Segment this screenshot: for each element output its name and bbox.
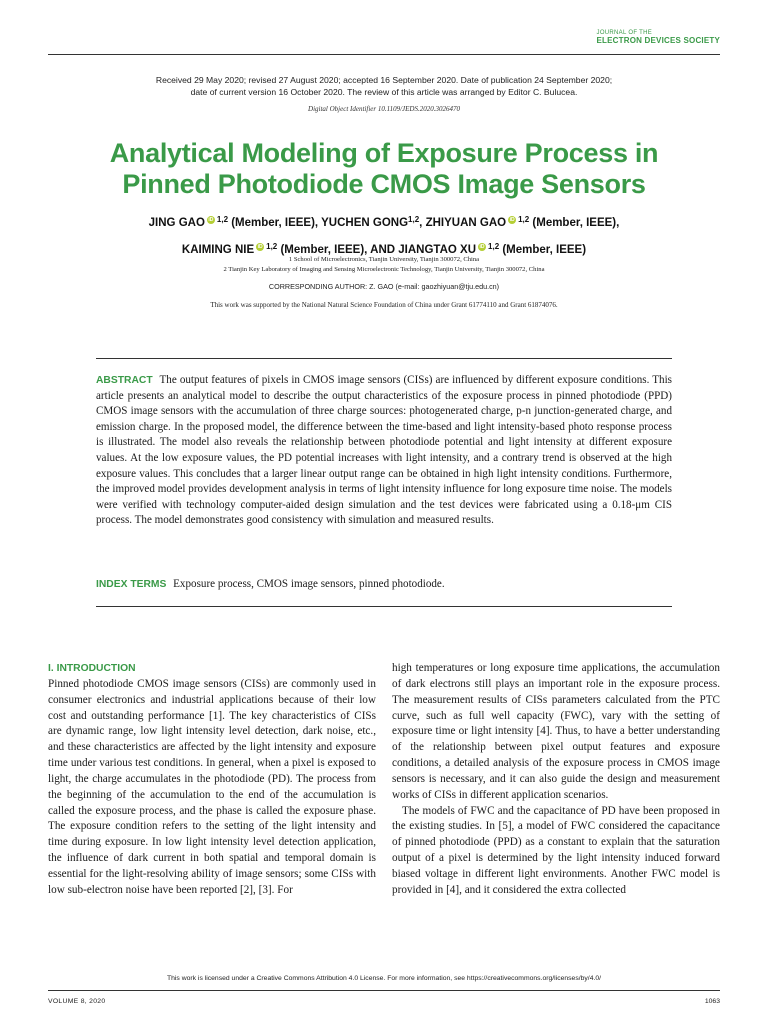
orcid-icon[interactable]: iD <box>208 217 214 223</box>
author-affil-sup: 1,2 <box>518 215 530 224</box>
abstract-bottom-rule <box>96 606 672 607</box>
left-column <box>48 661 376 899</box>
abstract-top-rule <box>96 358 672 359</box>
license-note: This work is licensed under a Creative Commons Attribution 4.0 License. For more information, see https://creativecommons.org/licenses/by/4.0/ <box>166 975 602 982</box>
doi: Digital Object Identifier 10.1109/JEDS.2020.3026470 <box>308 105 460 113</box>
author-role: (Member, IEEE) <box>502 244 587 256</box>
footer-rule <box>48 990 720 991</box>
authors-line1 <box>40 208 728 235</box>
right-column <box>392 661 720 899</box>
volume-label: VOLUME 8, 2020 <box>48 998 106 1005</box>
received-line1: Received 29 May 2020; revised 27 August 2020; accepted 16 September 2020. Date of publication 24 September 2020; <box>155 75 613 85</box>
index-terms-text: Exposure process, CMOS image sensors, pinned photodiode. <box>173 578 445 590</box>
journal-line2: ELECTRON DEVICES SOCIETY <box>596 36 720 45</box>
intro-paragraph-2: high temperatures or long exposure time applications, the accumulation of dark electrons still plays an important role in the exposure process. The measurement results of CISs parameters calculated from the PTC curve, such as full well capacity (FWC), vary with the setting of exposure time or light intensity [4]. Thus, to have a better understanding of the relationship between pixel output features and exposure conditions, a detailed analysis of the exposure process in CMOS image sensors is necessary, and it can also guide the design and measurement works of CISs in different application scenarios. <box>392 662 720 801</box>
affiliation-1: 1 School of Microelectronics, Tianjin University, Tianjin 300072, China <box>288 256 480 263</box>
page-number: 1063 <box>704 998 720 1005</box>
funding-note: This work was supported by the National Natural Science Foundation of China under Grant 61774110 and Grant 61874076. <box>210 301 558 309</box>
title-line2: Pinned Photodiode CMOS Image Sensors <box>122 169 646 199</box>
received-info <box>60 74 708 98</box>
received-line2: date of current version 16 October 2020. The review of this article was arranged by Editor C. Bulucea. <box>190 87 578 97</box>
journal-brand <box>597 30 720 45</box>
author-name: YUCHEN GONG <box>321 217 409 229</box>
author-name: JING GAO <box>148 217 205 229</box>
author-list <box>40 208 728 262</box>
author-name: KAIMING NIE <box>181 244 255 256</box>
index-terms <box>96 577 672 592</box>
journal-line1: JOURNAL OF THE <box>596 30 653 36</box>
corresponding-author: CORRESPONDING AUTHOR: Z. GAO (e-mail: gaozhiyuan@tju.edu.cn) <box>268 282 500 291</box>
index-terms-label: INDEX TERMS <box>96 579 167 590</box>
top-rule <box>48 54 720 55</box>
abstract <box>96 373 672 529</box>
abstract-label: ABSTRACT <box>96 375 153 386</box>
author-affil-sup: 1,2 <box>488 242 500 251</box>
title-line1: Analytical Modeling of Exposure Process in <box>109 138 659 168</box>
intro-paragraph-1: Pinned photodiode CMOS image sensors (CISs) are commonly used in consumer electronics and industrial applications because of their low cost and outstanding performance [1]. The key characteristics of CISs are dynamic range, low light intensity level detection, dark noise, etc., and these characteristics are affected by the light intensity and exposure time under various test conditions. In general, when a pixel is exposed to light, the charge accumulates in the photodiode (PD). The process from the beginning of the accumulation to the end of the accumulation is called the exposure process, and the phase is called the exposure phase. The exposure condition refers to the setting of the light intensity and time during exposure. In low light intensity level detection application, the influence of dark current in both spatial and temporal domain is essential for the light-resolving ability of image sensors; some CISs with low sub-electron noise have been reported [2], [3]. For <box>48 677 376 896</box>
page-title <box>40 138 728 200</box>
orcid-icon[interactable]: iD <box>509 217 515 223</box>
author-name: ZHIYUAN GAO <box>425 217 507 229</box>
author-separator: , <box>419 217 423 229</box>
author-affil-sup: 1,2 <box>408 215 420 224</box>
author-name: JIANGTAO XU <box>398 244 477 256</box>
section-heading-introduction: I. INTRODUCTION <box>48 663 136 674</box>
abstract-text: The output features of pixels in CMOS image sensors (CISs) are influenced by different exposure conditions. This article presents an analytical model to describe the output characteristics of the exposure process in pinned photodiode (PPD) CMOS image sensors with the accumulation of three charge sources: photogenerated charge, p-n junction-generated charge, and emission charge. In the proposed model, the difference between the time-based and light intensity-based photo response process is illustrated. The model also reveals the relationship between photodiode potential and light intensity at different exposure values. At the low exposure values, the PD potential increases with light intensity, and a contrary trend is observed at the high exposure values. This concludes that a larger linear output range can be obtained in high light intensity conditions. Furthermore, the improved model provides development analysis in terms of light intensity influence for long exposure time noise. The models were verified with technology computer-aided design simulation and the test devices were fabricated using a 0.18-μm CIS process. The model demonstrates good consistency with simulation and measured results. <box>96 374 672 527</box>
affiliation-2: 2 Tianjin Key Laboratory of Imaging and Sensing Microelectronic Technology, Tianjin University, Tianjin 300072, China <box>223 265 545 273</box>
author-affil-sup: 1,2 <box>216 215 229 224</box>
author-role: (Member, IEEE), AND <box>280 244 396 256</box>
orcid-icon[interactable]: iD <box>479 244 485 250</box>
affiliations <box>0 255 768 274</box>
intro-paragraph-3: The models of FWC and the capacitance of PD have been proposed in the existing studies. In [5], a model of FWC considered the capacitance of pinned photodiode (PPD) as a constant to explain that the saturation output of a pixel is determined by the light intensity induced forward biased voltage in different light environments. Another FWC model is provided in [4], and it considered the extra collected <box>392 804 720 896</box>
orcid-icon[interactable]: iD <box>257 244 263 250</box>
author-role: (Member, IEEE), <box>231 217 319 229</box>
author-role: (Member, IEEE), <box>532 217 620 229</box>
author-affil-sup: 1,2 <box>266 242 278 251</box>
